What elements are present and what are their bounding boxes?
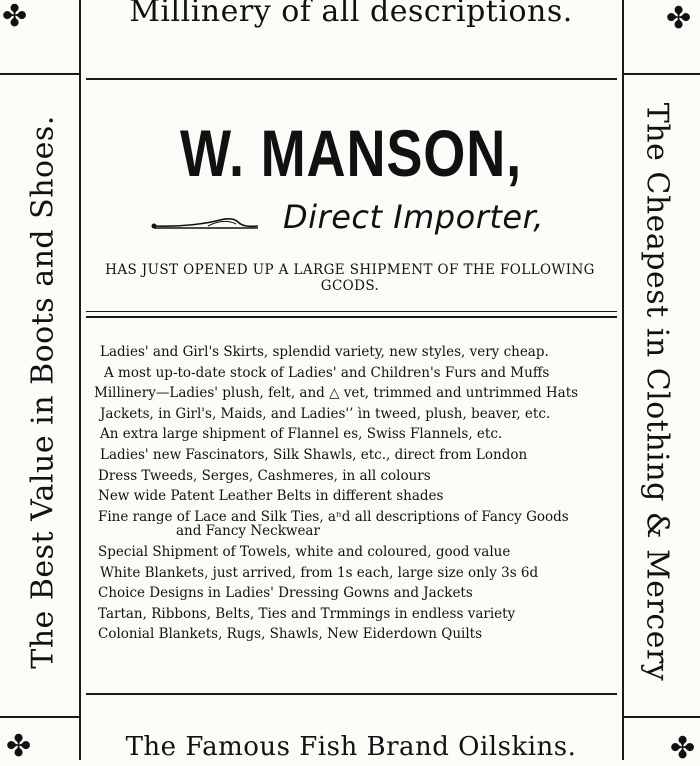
goods-item: Dress Tweeds, Serges, Cashmeres, in all colours <box>98 467 431 484</box>
bottom-heading: The Famous Fish Brand Oilskins. <box>125 732 577 762</box>
goods-item: Special Shipment of Towels, white and coloured, good value <box>98 543 511 560</box>
goods-item: Ladies' and Girl's Skirts, splendid variety, new styles, very cheap. <box>100 344 549 360</box>
shipment-announcement: HAS JUST OPENED UP A LARGE SHIPMENT OF THE FOLLOWING GCODS. <box>105 262 595 294</box>
goods-item: Fine range of Lace and Silk Ties, aⁿd all descriptions of Fancy Goods <box>98 508 569 525</box>
goods-list <box>94 342 614 645</box>
left-bottom-rule <box>0 716 79 718</box>
ornament-icon-bottom-left: ✤ <box>6 729 32 764</box>
center-double-rule-top <box>86 311 617 312</box>
right-bottom-rule <box>624 716 700 718</box>
side-slogan-right: The Cheapest in Clothing & Mercery <box>639 102 675 682</box>
goods-item: An extra large shipment of Flannel es, Swiss Flannels, etc. <box>100 426 503 443</box>
right-top-rule <box>624 73 700 75</box>
center-double-rule-bottom <box>86 316 617 318</box>
goods-item: Ladies' new Fascinators, Silk Shawls, etc., direct from London <box>100 446 528 463</box>
goods-item: Colonial Blankets, Rugs, Shawls, New Eiderdown Quilts <box>98 626 483 643</box>
top-heading: Millinery of all descriptions. <box>129 0 573 29</box>
ornament-icon-top-right: ✤ <box>666 1 692 36</box>
left-column-rule <box>79 0 81 760</box>
merchant-name: W. MANSON, <box>180 116 522 190</box>
flourish-ornament <box>150 214 260 234</box>
ornament-icon-top-left: ✤ <box>2 0 28 34</box>
goods-item: Jackets, in Girl's, Maids, and Ladies'’ ìn tweed, plush, beaver, etc. <box>100 405 551 422</box>
center-top-rule <box>86 78 617 80</box>
goods-item: Millinery—Ladies' plush, felt, and △ vet, trimmed and untrimmed Hats <box>94 385 579 402</box>
goods-item: Choice Designs in Ladies' Dressing Gowns and Jackets <box>98 585 473 602</box>
goods-item: A most up-to-date stock of Ladies' and Children's Furs and Muffs <box>104 364 550 381</box>
goods-item: White Blankets, just arrived, from 1s each, large size only 3s 6d <box>100 564 539 581</box>
right-column-rule <box>622 0 624 760</box>
merchant-title: Direct Importer, <box>283 198 544 236</box>
center-bottom-rule <box>86 693 617 695</box>
goods-item-continuation: and Fancy Neckwear <box>176 523 320 540</box>
goods-item: New wide Patent Leather Belts in different shades <box>98 488 444 505</box>
left-top-rule <box>0 73 79 75</box>
ornament-icon-bottom-right: ✤ <box>670 731 696 766</box>
side-slogan-left: The Best Value in Boots and Shoes. <box>25 115 61 669</box>
goods-item: Tartan, Ribbons, Belts, Ties and Trmmings in endless variety <box>98 605 516 622</box>
